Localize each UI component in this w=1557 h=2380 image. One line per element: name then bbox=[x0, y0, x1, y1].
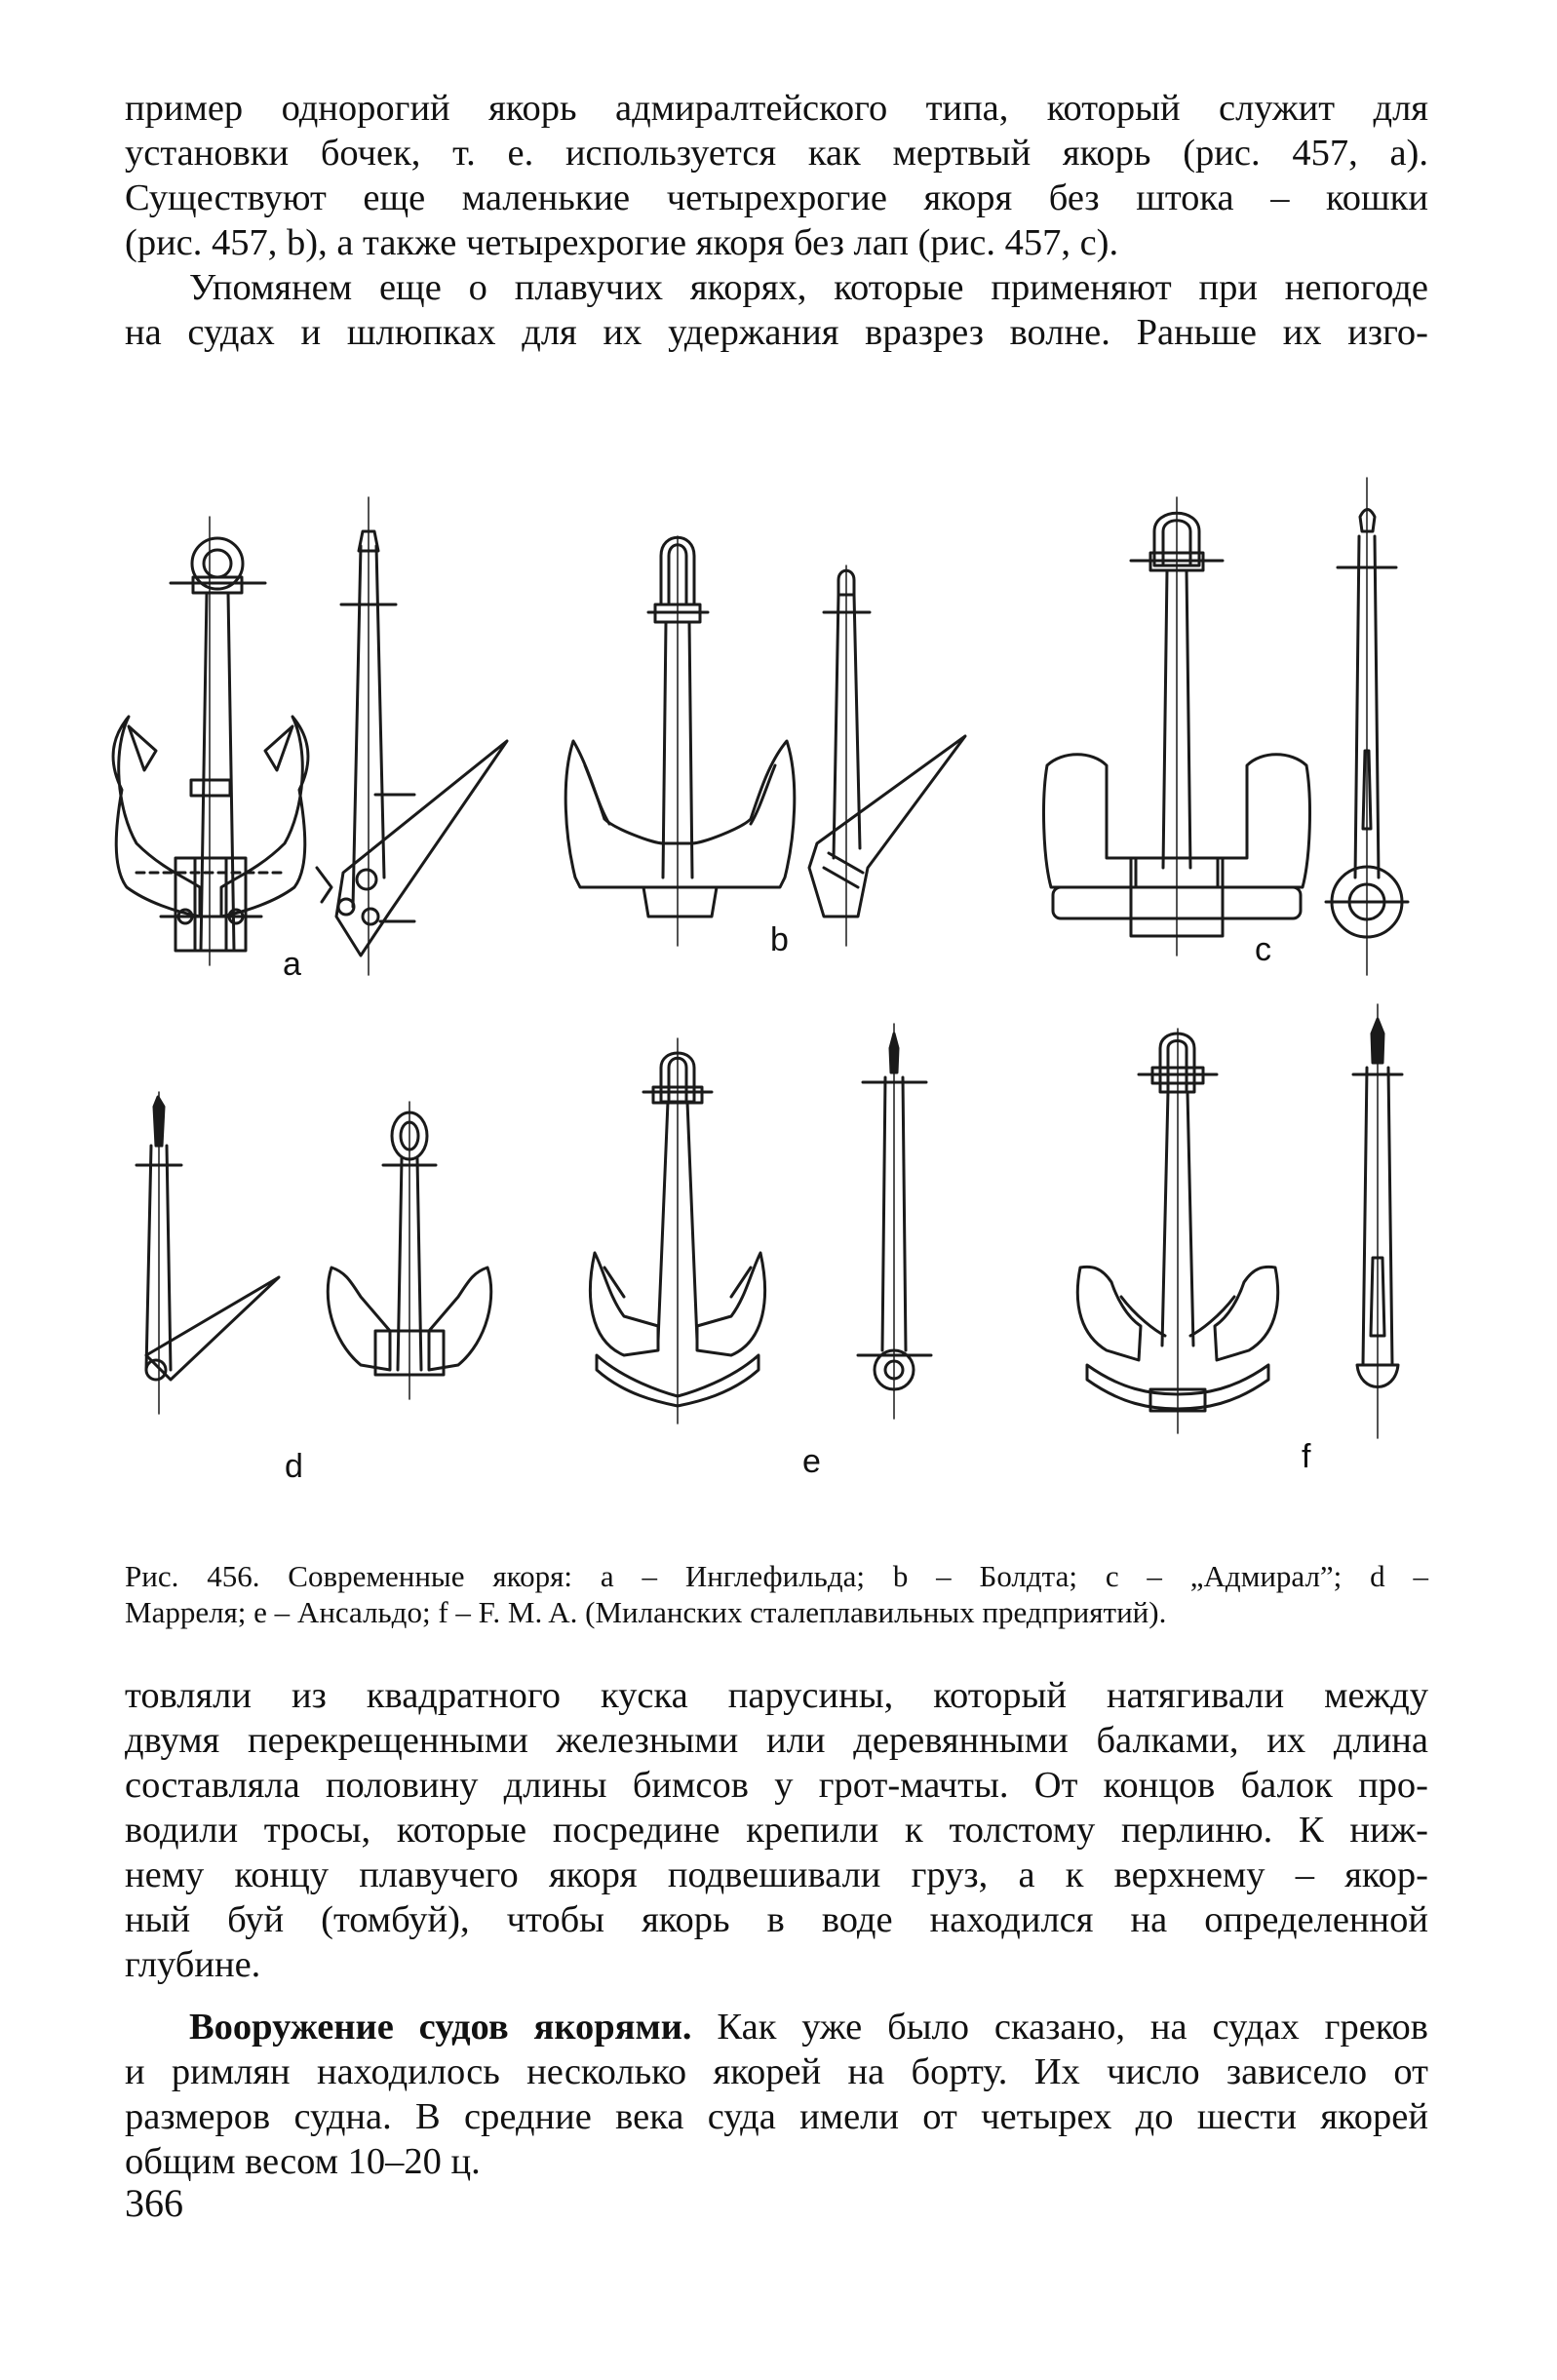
figure-label-c: c bbox=[1255, 931, 1271, 968]
figure-label-a: a bbox=[283, 946, 301, 983]
text-line: пример однорогий якорь адмиралтейского типа, который служит для bbox=[125, 88, 1428, 129]
text-line: на судах и шлюпках для их удержания вразрез волне. Раньше их изго- bbox=[125, 312, 1428, 353]
anchor-d-front bbox=[328, 1102, 491, 1399]
anchors-figure bbox=[0, 458, 1557, 1541]
anchor-d-side bbox=[136, 1092, 279, 1414]
figure-label-f: f bbox=[1302, 1438, 1311, 1475]
text-line: глубине. bbox=[125, 1944, 261, 1985]
paragraph-floating-anchors bbox=[125, 265, 1428, 355]
figure-label-e: e bbox=[802, 1443, 821, 1480]
text-line: Упомянем еще о плавучих якорях, которые применяют при непогоде bbox=[189, 267, 1428, 308]
text-fragment: Как уже было сказано, на судах греков bbox=[691, 2007, 1428, 2048]
caption-line: Рис. 456. Современные якоря: a – Инглефильда; b – Болдта; c – „Адмирал”; d – bbox=[125, 1559, 1428, 1593]
text-line: нему концу плавучего якоря подвешивали груз, а к верхнему – якор- bbox=[125, 1854, 1428, 1895]
text-line: товляли из квадратного куска парусины, который натягивали между bbox=[125, 1675, 1428, 1716]
anchor-c-side bbox=[1326, 478, 1408, 975]
figure-label-d: d bbox=[285, 1448, 303, 1485]
text-line: установки бочек, т. е. используется как мертвый якорь (рис. 457, a). bbox=[125, 133, 1428, 174]
text-line: размеров судна. В средние века суда имели от четырех до шести якорей bbox=[125, 2096, 1428, 2137]
anchor-b-side bbox=[809, 566, 965, 946]
anchor-a-side bbox=[317, 497, 507, 975]
anchor-c-front bbox=[1044, 497, 1310, 956]
text-line: Существуют еще маленькие четырехрогие якоря без штока – кошки bbox=[125, 177, 1428, 218]
text-line: общим весом 10–20 ц. bbox=[125, 2141, 481, 2182]
anchor-f-front bbox=[1077, 1029, 1277, 1433]
section-heading: Вооружение судов якорями. bbox=[189, 2007, 692, 2048]
caption-line: Марреля; e – Ансальдо; f – F. M. A. (Миланских сталеплавильных предприятий). bbox=[125, 1595, 1167, 1629]
text-line bbox=[125, 2005, 1428, 2049]
anchor-a-front bbox=[113, 517, 308, 965]
figure-caption bbox=[125, 1558, 1428, 1630]
paragraph-ship-armament bbox=[125, 2005, 1428, 2184]
text-line: составляла половину длины бимсов у грот-мачты. От концов балок про- bbox=[125, 1765, 1428, 1806]
text-line: (рис. 457, b), а также четырехрогие якоря без лап (рис. 457, c). bbox=[125, 222, 1119, 263]
page-number: 366 bbox=[125, 2181, 183, 2225]
anchor-e-front bbox=[590, 1038, 764, 1424]
figure-label-b: b bbox=[770, 921, 789, 958]
paragraph-intro bbox=[125, 86, 1428, 265]
anchors-illustration bbox=[0, 458, 1557, 1541]
anchor-b-front bbox=[565, 536, 795, 946]
text-line: ный буй (томбуй), чтобы якорь в воде находился на определенной bbox=[125, 1899, 1428, 1940]
anchor-e-side bbox=[858, 1024, 931, 1419]
text-line: водили тросы, которые посредине крепили к толстому перлиню. К ниж- bbox=[125, 1810, 1428, 1851]
anchor-f-side bbox=[1353, 1004, 1402, 1438]
text-line: и римлян находилось несколько якорей на борту. Их число зависело от bbox=[125, 2051, 1428, 2092]
text-line: двумя перекрещенными железными или деревянными балками, их длина bbox=[125, 1720, 1428, 1761]
paragraph-floating-anchor-construction bbox=[125, 1673, 1428, 1987]
